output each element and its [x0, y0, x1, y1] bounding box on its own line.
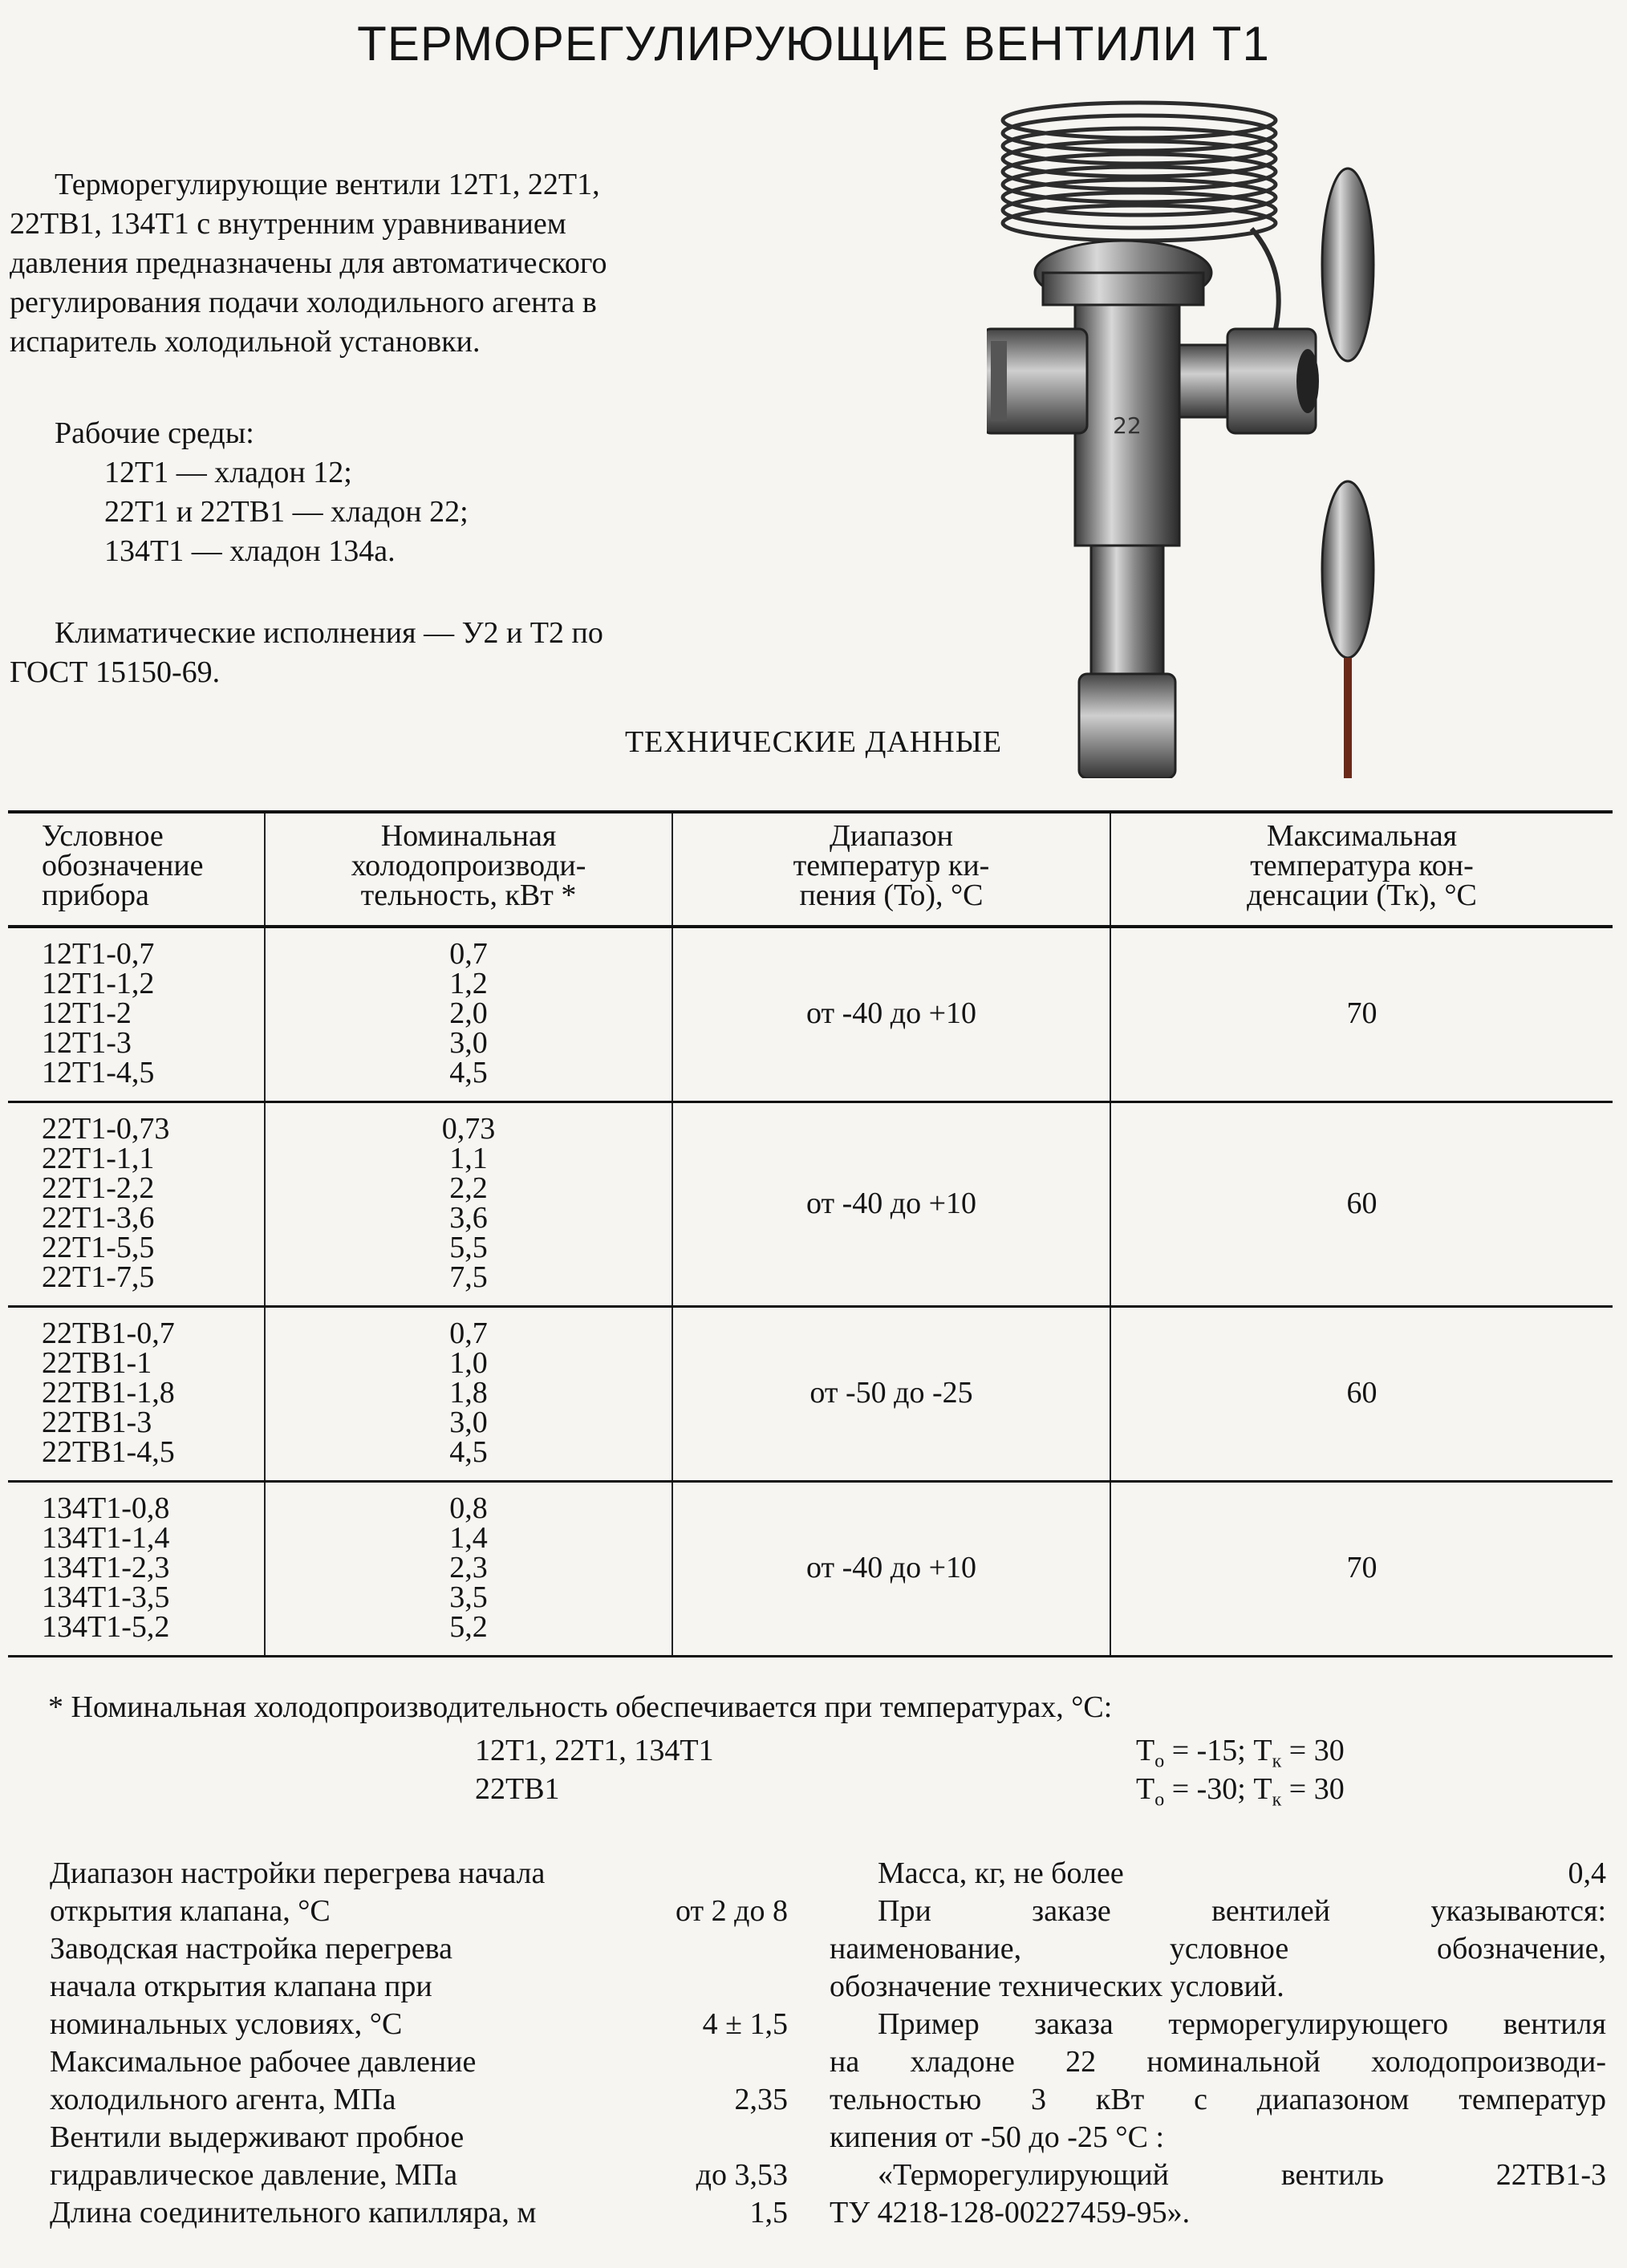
parameter-row: открытия клапана, °С от 2 до 8 — [50, 1894, 788, 1928]
example-line: тельностью 3 кВт с диапазоном температур — [830, 2083, 1606, 2116]
parameter-row: Диапазон настройки перегрева начала — [50, 1856, 546, 1890]
table-row — [8, 1482, 1613, 1657]
footnote-models: 12Т1, 22Т1, 134Т1 — [475, 1734, 714, 1767]
header-condensing-temp: Максимальная температура кон- денсации (Тк), °С — [1110, 812, 1613, 927]
parameters-list — [50, 1855, 788, 2232]
capacity-cell: 0,7 1,2 2,0 3,0 4,5 — [265, 927, 672, 1102]
tech-data-table — [8, 810, 1613, 1657]
footnote-conditions: $Т_о = -30$; $Т_к = 30$ — [1136, 1772, 1345, 1811]
footnote-conditions: $Т_о = -15$; $Т_к = 30$ — [1136, 1734, 1345, 1772]
boiling-range-cell: от -40 до +10 — [672, 1482, 1110, 1657]
order-line: При заказе вентилей указываются: — [878, 1894, 1606, 1928]
order-example-quote: ТУ 4218-128-00227459-95». — [830, 2196, 1191, 2229]
example-line: Пример заказа терморегулирующего вентиля — [878, 2007, 1606, 2041]
working-media-item: 12Т1 — хладон 12; — [104, 456, 352, 489]
capacity-cell: 0,73 1,1 2,2 3,6 5,5 7,5 — [265, 1102, 672, 1307]
boiling-range-cell: от -40 до +10 — [672, 927, 1110, 1102]
footnote-text: * Номинальная холодопроизводительность обеспечивается при температурах, °С: — [48, 1690, 1113, 1724]
table-row — [8, 927, 1613, 1102]
table-row — [8, 1102, 1613, 1307]
header-designation: Условное обозначение прибора — [8, 812, 265, 927]
page-title: ТЕРМОРЕГУЛИРУЮЩИЕ ВЕНТИЛИ Т1 — [357, 17, 1270, 71]
capillary-coil — [1003, 103, 1276, 241]
parameter-row: начала открытия клапана при — [50, 1970, 432, 2003]
header-boiling-range: Диапазон температур ки- пения (То), °С — [672, 812, 1110, 927]
order-line: наименование, условное обозначение, — [830, 1932, 1606, 1966]
order-info — [830, 1855, 1606, 2232]
model-cell: 22Т1-0,73 22Т1-1,1 22Т1-2,2 22Т1-3,6 22Т1-5,5 22Т1-7,5 — [8, 1102, 265, 1307]
climate-line: Климатические исполнения — У2 и Т2 по — [55, 616, 603, 650]
working-media — [55, 414, 469, 571]
table-header-row — [8, 812, 1613, 927]
intro-line: Терморегулирующие вентили 12Т1, 22Т1, — [55, 168, 600, 201]
tech-data-heading: ТЕХНИЧЕСКИЕ ДАННЫЕ — [624, 725, 1003, 759]
intro-line: давления предназначены для автоматического — [10, 246, 607, 280]
svg-text:22: 22 — [1113, 412, 1142, 439]
climate-line: ГОСТ 15150-69. — [10, 655, 221, 689]
intro-line: 22ТВ1, 134Т1 с внутренним уравниванием — [10, 207, 566, 241]
boiling-range-cell: от -50 до -25 — [672, 1307, 1110, 1482]
model-cell: 22ТВ1-0,7 22ТВ1-1 22ТВ1-1,8 22ТВ1-3 22ТВ1-4,5 — [8, 1307, 265, 1482]
table-row — [8, 1307, 1613, 1482]
condensing-temp-cell: 70 — [1110, 927, 1613, 1102]
parameter-row: Длина соединительного капилляра, м 1,5 — [50, 2196, 788, 2229]
header-capacity: Номинальная холодопроизводи- тельность, кВт * — [265, 812, 672, 927]
working-media-heading: Рабочие среды: — [55, 416, 254, 450]
capacity-cell: 0,7 1,0 1,8 3,0 4,5 — [265, 1307, 672, 1482]
order-line: обозначение технических условий. — [830, 1970, 1284, 2003]
parameter-row: Заводская настройка перегрева — [50, 1932, 452, 1966]
mass-row: Масса, кг, не более 0,4 — [878, 1856, 1606, 1890]
climate-paragraph — [10, 614, 788, 692]
footnote-models: 22ТВ1 — [475, 1772, 560, 1806]
example-line: на хладоне 22 номинальной холодопроизводи- — [830, 2045, 1606, 2079]
condensing-temp-cell: 60 — [1110, 1307, 1613, 1482]
parameter-row: номинальных условиях, °С 4 ± 1,5 — [50, 2007, 788, 2041]
intro-paragraph — [10, 165, 788, 362]
capacity-cell: 0,8 1,4 2,3 3,5 5,2 — [265, 1482, 672, 1657]
parameter-row: холодильного агента, МПа 2,35 — [50, 2083, 788, 2116]
expansion-valve-photo — [987, 88, 1500, 778]
intro-line: регулирования подачи холодильного агента в — [10, 286, 597, 319]
boiling-range-cell: от -40 до +10 — [672, 1102, 1110, 1307]
model-cell: 134Т1-0,8 134Т1-1,4 134Т1-2,3 134Т1-3,5 134Т1-5,2 — [8, 1482, 265, 1657]
intro-line: испаритель холодильной установки. — [10, 325, 481, 359]
model-cell: 12Т1-0,7 12Т1-1,2 12Т1-2 12Т1-3 12Т1-4,5 — [8, 927, 265, 1102]
example-line: кипения от -50 до -25 °С : — [830, 2120, 1164, 2154]
working-media-item: 134Т1 — хладон 134а. — [104, 534, 396, 568]
condensing-temp-cell: 70 — [1110, 1482, 1613, 1657]
working-media-item: 22Т1 и 22ТВ1 — хладон 22; — [104, 495, 469, 529]
parameter-row: гидравлическое давление, МПа до 3,53 — [50, 2158, 788, 2192]
parameter-row: Вентили выдерживают пробное — [50, 2120, 465, 2154]
parameter-row: Максимальное рабочее давление — [50, 2045, 477, 2079]
order-example-quote: «Терморегулирующий вентиль 22ТВ1-3 — [878, 2158, 1606, 2192]
condensing-temp-cell: 60 — [1110, 1102, 1613, 1307]
